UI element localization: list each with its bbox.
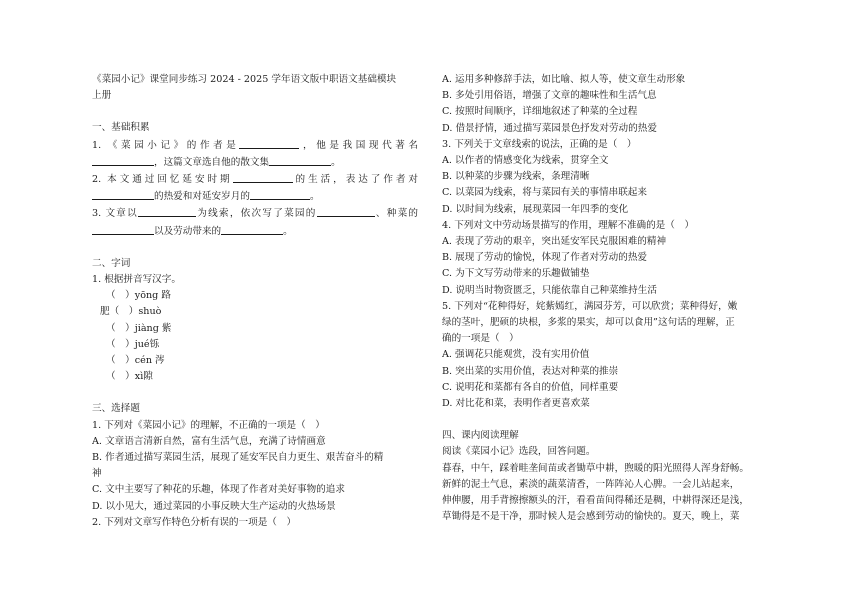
section4-heading: 四、课内阅读理解: [442, 430, 519, 442]
mc-q4-option-c[interactable]: C. 为下文写劳动带来的乐趣做铺垫: [442, 268, 590, 280]
mc-q5-option-d[interactable]: D. 对比花和菜，表明作者更喜欢菜: [442, 398, 590, 410]
mc-q3-stem: 3. 下列关于文章线索的说法，正确的是（ ）: [442, 138, 637, 150]
mc-q1-option-a[interactable]: A. 文章语言清新自然，富有生活气息，充满了诗情画意: [92, 435, 326, 447]
doc-title-line2: 上册: [92, 90, 112, 102]
mc-q5-option-a[interactable]: A. 强调花只能观赏，没有实用价值: [442, 349, 590, 361]
answer-blank[interactable]: [250, 188, 310, 200]
pinyin-item: 肥（ ）shuò: [100, 306, 162, 318]
mc-q3-option-d[interactable]: D. 以时间为线索，展现菜园一年四季的变化: [442, 203, 629, 215]
mc-q3-option-c[interactable]: C. 以菜园为线索，将与菜园有关的事情串联起来: [442, 187, 647, 199]
mc-q1-option-b[interactable]: B. 作者通过描写菜园生活，展现了延安军民自力更生、艰苦奋斗的精: [92, 452, 384, 464]
fill-q3-line1: 3. 文章以 为线索，依次写了菜园的 、种菜的: [92, 205, 418, 222]
mc-q2-option-d[interactable]: D. 借景抒情，通过描写菜园景色抒发对劳动的热爱: [442, 122, 657, 134]
reading-passage-line: 暮春，中午，踩着畦垄间苗或者锄草中耕，煦暖的阳光照得人浑身舒畅。: [442, 462, 749, 474]
section1-heading: 一、基础积累: [92, 122, 150, 134]
mc-q4-option-a[interactable]: A. 表现了劳动的艰辛，突出延安军民克服困难的精神: [442, 236, 667, 248]
pinyin-item: （ ）cén 涔: [106, 355, 165, 367]
answer-blank[interactable]: [221, 223, 283, 235]
answer-blank[interactable]: [317, 205, 375, 217]
answer-blank[interactable]: [138, 205, 196, 217]
fill-q1-line1: 1. 《菜园小记》的作者是 ，他是我国现代著名: [92, 137, 418, 154]
pinyin-item: （ ）jué铄: [106, 338, 160, 350]
mc-q2-option-c[interactable]: C. 按照时间顺序，详细地叙述了种菜的全过程: [442, 106, 638, 118]
mc-q4-option-b[interactable]: B. 展现了劳动的愉悦，体现了作者对劳动的热爱: [442, 252, 648, 264]
fill-q2-line2: 的热爱和对延安岁月的 。: [92, 188, 418, 205]
fill-q1-line2: ，这篇文章选自他的散文集 。: [92, 154, 418, 171]
fill-q2-line1: 2. 本文通过回忆延安时期 的生活，表达了作者对: [92, 171, 418, 188]
answer-blank[interactable]: [92, 223, 154, 235]
mc-q2-option-b[interactable]: B. 多处引用俗语，增强了文章的趣味性和生活气息: [442, 90, 657, 102]
mc-q5-stem-line2: 绿的茎叶，肥硕的块根，多浆的果实，却可以食用”这句话的理解，正: [442, 317, 735, 329]
mc-q1-option-c[interactable]: C. 文中主要写了种花的乐趣，体现了作者对美好事物的追求: [92, 484, 345, 496]
reading-passage-line: 新鲜的泥土气息，素淡的蔬菜清香，一阵阵沁人心脾。一会儿站起来，: [442, 478, 740, 490]
answer-blank[interactable]: [92, 188, 154, 200]
pinyin-item: （ ）jiàng 紫: [106, 322, 172, 334]
doc-title-line1: 《菜园小记》课堂同步练习 2024 - 2025 学年语文版中职语文基础模块: [92, 74, 397, 85]
mc-q5-stem-line1: 5. 下列对“花种得好，姹紫嫣红，满园芬芳，可以欣赏；菜种得好，嫩: [442, 300, 738, 312]
answer-blank[interactable]: [92, 154, 154, 166]
mc-q5-option-c[interactable]: C. 说明花和菜都有各自的价值，同样重要: [442, 381, 619, 393]
answer-blank[interactable]: [233, 171, 293, 183]
answer-blank[interactable]: [239, 137, 299, 149]
mc-q1-stem: 1. 下列对《菜园小记》的理解，不正确的一项是（ ）: [92, 419, 325, 431]
reading-passage-line: 伸伸腰，用手背擦擦额头的汗，看看苗间得稀还是稠，中耕得深还是浅，: [442, 495, 749, 507]
fill-q3-line2: 以及劳动带来的 。: [92, 223, 418, 240]
pinyin-instruction: 1. 根据拼音写汉字。: [92, 274, 181, 286]
mc-q2-option-a[interactable]: A. 运用多种修辞手法，如比喻、拟人等，使文章生动形象: [442, 74, 686, 85]
left-column: [92, 72, 418, 531]
pinyin-item: （ ）yōng 路: [106, 290, 171, 302]
mc-q1-option-b-cont: 神: [92, 468, 102, 480]
reading-intro: 阅读《菜园小记》选段，回答问题。: [442, 446, 596, 458]
right-column: [442, 72, 772, 525]
mc-q4-stem: 4. 下列对文中劳动场景描写的作用，理解不准确的是（ ）: [442, 219, 695, 231]
mc-q5-stem-line3: 确的一项是（ ）: [442, 333, 519, 345]
mc-q4-option-d[interactable]: D. 说明当时物资匮乏，只能依靠自己种菜维持生活: [442, 284, 657, 296]
pinyin-item: （ ）xì隙: [106, 371, 153, 383]
answer-blank[interactable]: [269, 154, 331, 166]
mc-q5-option-b[interactable]: B. 突出菜的实用价值，表达对种菜的推崇: [442, 365, 619, 377]
mc-q1-option-d[interactable]: D. 以小见大，通过菜园的小事反映大生产运动的火热场景: [92, 500, 336, 512]
section3-heading: 三、选择题: [92, 403, 140, 415]
mc-q3-option-b[interactable]: B. 以种菜的步骤为线索，条理清晰: [442, 171, 590, 183]
section2-heading: 二、字词: [92, 257, 131, 269]
mc-q2-stem: 2. 下列对文章写作特色分析有误的一项是（ ）: [92, 516, 297, 528]
mc-q3-option-a[interactable]: A. 以作者的情感变化为线索，贯穿全文: [442, 155, 609, 167]
reading-passage-line: 草锄得是不是干净，那时候人是会感到劳动的愉快的。夏天，晚上，菜: [442, 511, 740, 523]
